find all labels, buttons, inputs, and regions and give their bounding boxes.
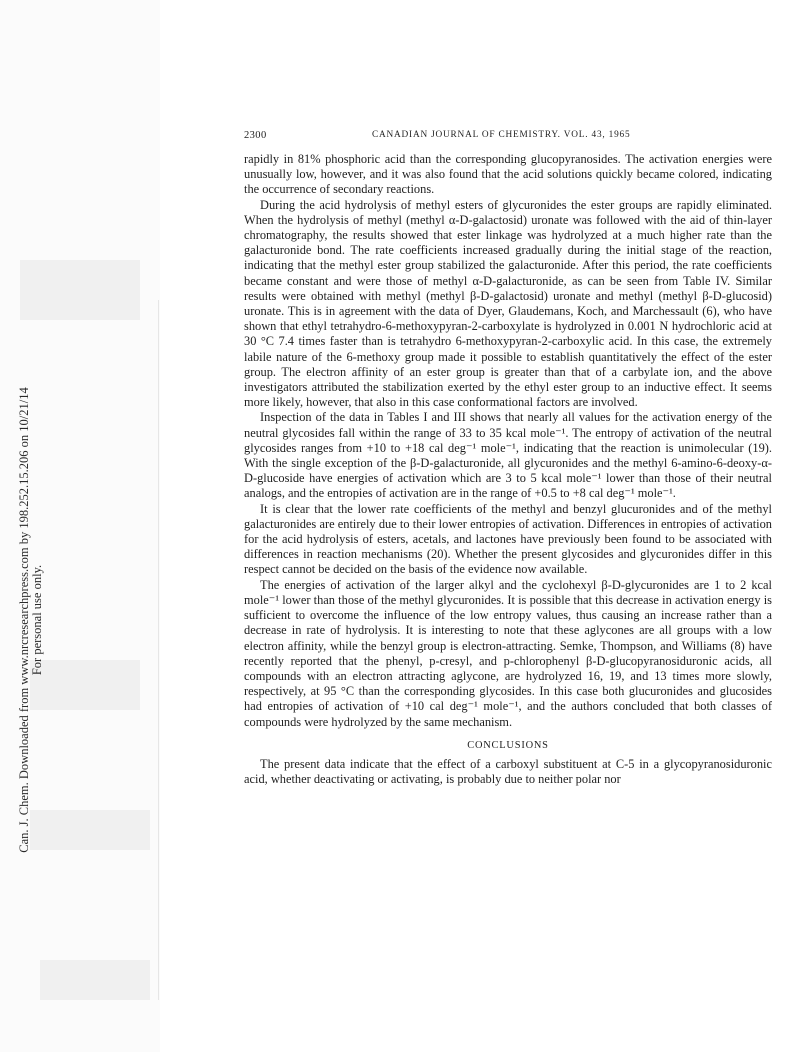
conclusions-paragraph: The present data indicate that the effect of a carboxyl substituent at C-5 in a glycopyranosiduronic acid, whether deactivating or activating, is probably due to neither polar nor — [244, 756, 772, 787]
paragraph-5: The energies of activation of the larger alkyl and the cyclohexyl β-D-glycuronides are 1 to 2 kcal mole⁻¹ lower than those of the methyl glycuronides. It is possible that this decrease in activation energy is sufficient to overcome the influence of the low entropy values, thus causing an increase rather than a decrease in rate of hydrolysis. It is interesting to note that these aglycones are all groups with a low electron affinity, while the benzyl group is electron-attracting. Semke, Thompson, and Williams (8) have recently reported that the phenyl, p-cresyl, and p-chlorophenyl β-D-glucopyranosiduronic acids, all compounds with an electron attracting aglycone, are hydrolyzed 16, 19, and 13 times more slowly, respectively, at 95 °C than the corresponding glycosides. In this case both glucuronides and glucosides had entropies of activation of +10 cal deg⁻¹ mole⁻¹, and the authors concluded that both classes of compounds were hydrolyzed by the same mechanism. — [244, 577, 772, 729]
watermark-line-1: Can. J. Chem. Downloaded from www.nrcresearchpress.com by 198.252.15.206 on 10/21/14 — [17, 387, 31, 853]
running-head: CANADIAN JOURNAL OF CHEMISTRY. VOL. 43, 1965 — [372, 130, 631, 140]
scan-smudge — [40, 960, 150, 1000]
watermark-line-2: For personal use only. — [30, 564, 44, 676]
conclusions-heading: CONCLUSIONS — [467, 739, 549, 751]
paragraph-1: rapidly in 81% phosphoric acid than the corresponding glucopyranosides. The activation energies were unusually low, however, and it was also found that the acid solutions quickly became colored, indicating the occurrence of secondary reactions. — [244, 152, 772, 197]
page-number: 2300 — [244, 130, 267, 141]
scan-smudge — [30, 660, 140, 710]
article-body — [244, 152, 772, 787]
page-header — [244, 130, 770, 144]
scan-fold-line — [158, 300, 159, 1000]
paragraph-3: Inspection of the data in Tables I and III shows that nearly all values for the activation energy of the neutral glycosides fall within the range of 33 to 35 kcal mole⁻¹. The entropy of activation of the neutral glycosides ranges from +10 to +18 cal deg⁻¹ mole⁻¹, indicating that the reaction is unimolecular (19). With the single exception of the β-D-galacturonide, all glycuronides and the methyl 6-amino-6-deoxy-α-D-glucoside have energies of activation which are 3 to 5 kcal mole⁻¹ lower than those of their neutral analogs, and the entropies of activation are in the range of +0.5 to +8 cal deg⁻¹ mole⁻¹. — [244, 410, 772, 501]
paragraph-2: During the acid hydrolysis of methyl esters of glycuronides the ester groups are rapidly eliminated. When the hydrolysis of methyl (methyl α-D-galactosid) uronate was followed with the aid of thin-layer chromatography, the results showed that ester linkage was hydrolyzed at a much higher rate than the galacturonide bond. The rate coefficients increased gradually during the initial stage of the reaction, indicating that the methyl ester group stabilized the galacturonide. After this period, the rate coefficients became constant and were those of methyl α-D-galacturonide, as can be seen from Table IV. Similar results were obtained with methyl (methyl β-D-galactosid) uronate and methyl (methyl β-D-glucosid) uronate. This is in agreement with the data of Dyer, Glaudemans, Koch, and Marchessault (6), who have shown that ethyl tetrahydro-6-methoxypyran-2-carboxylate is hydrolyzed in 0.001 N hydrochloric acid at 30 °C 7.4 times faster than is tetrahydro 6-methoxypyran-2-carboxylic acid. In this case, the extremely labile nature of the 6-methoxy group made it possible to establish quantitatively the effect of the ester group. The electron affinity of an ester group is greater than that of a carbylate ion, and the above investigators attributed the stabilization exerted by the ethyl ester group to an inductive effect. It seems more likely, however, that also in this case conformational factors are involved. — [244, 197, 772, 410]
paragraph-4: It is clear that the lower rate coefficients of the methyl and benzyl glucuronides and of the methyl galacturonides are entirely due to their lower entropies of activation. Differences in entropies of activation for the acid hydrolysis of esters, acetals, and lactones have previously been found to be associated with differences in reaction mechanisms (20). Whether the present glycosides and glycuronides differ in this respect cannot be decided on the basis of the evidence now available. — [244, 501, 772, 577]
scan-smudge — [30, 810, 150, 850]
download-watermark — [0, 0, 44, 1052]
